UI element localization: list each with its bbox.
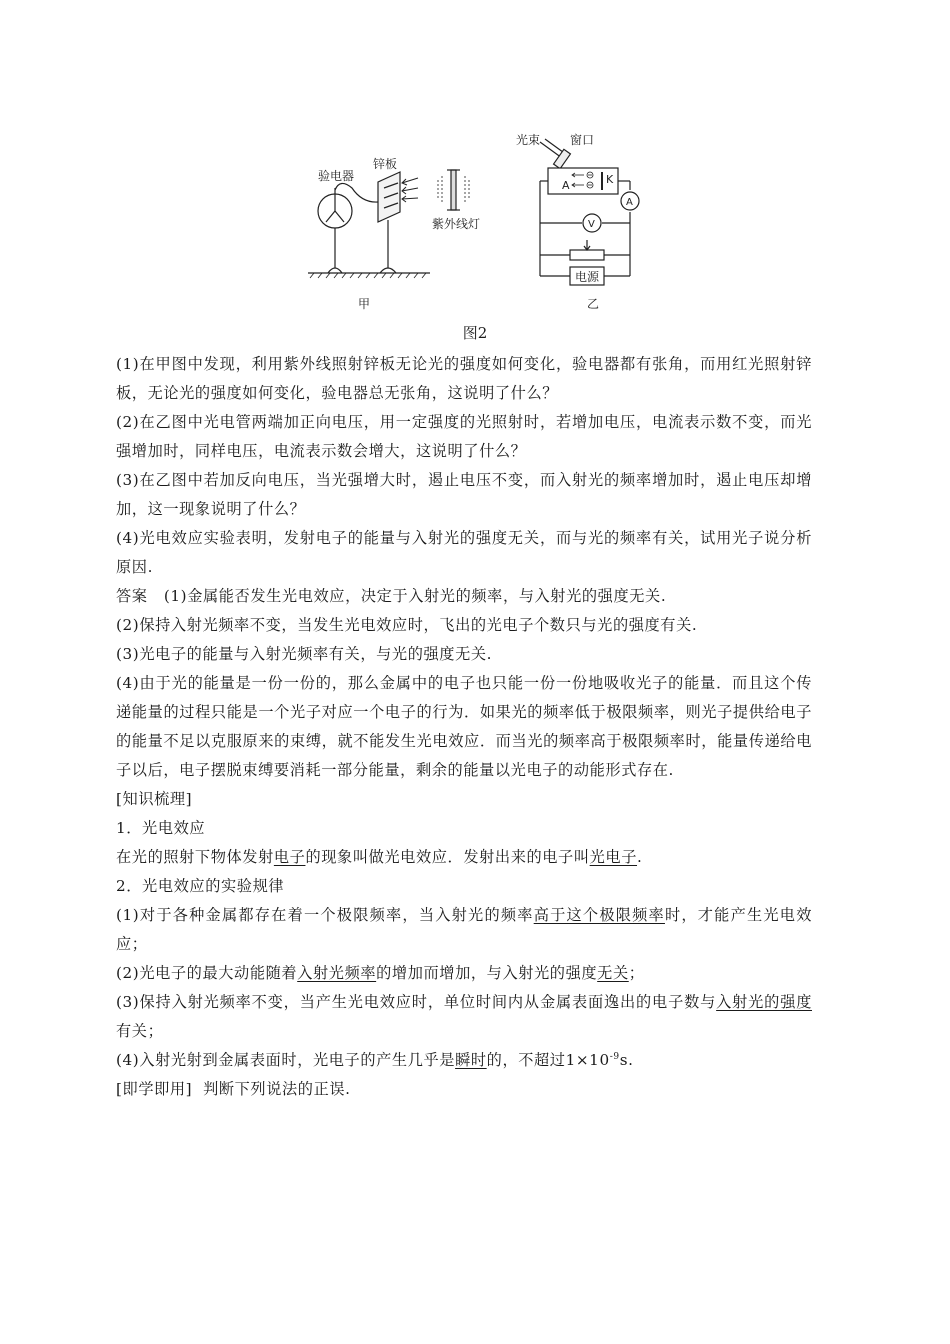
practice-line: [即学即用] 判断下列说法的正误. [116,1080,351,1098]
answer-label: 答案 [116,587,148,605]
question-4: (4)光电效应实验表明，发射电子的能量与入射光的强度无关，而与光的频率有关，试用光子说分析原因. [116,529,812,576]
rule-3: (3)保持入射光频率不变，当产生光电效应时，单位时间内从金属表面逸出的电子数与入射光的强度有关； [116,993,812,1040]
answer-3: (3)光电子的能量与入射光频率有关，与光的强度无关. [116,645,493,663]
figure-right-circuit [540,139,639,285]
label-anode: A [562,179,570,192]
practice-heading: [即学即用] [116,1080,193,1098]
answer-1: 答案 (1)金属能否发生光电效应，决定于入射光的频率，与入射光的强度无关. [116,587,667,605]
underlined-term: 电子 [273,848,306,866]
section-1-title: 1．光电效应 [116,819,206,837]
answer-2: (2)保持入射光频率不变，当发生光电效应时，飞出的光电子个数只与光的强度有关. [116,616,698,634]
sub-label-jia: 甲 [358,297,371,311]
answer-4: (4)由于光的能量是一份一份的，那么金属中的电子也只能一份一份地吸收光子的能量．而且这个传递能量的过程只能是一个光子对应一个电子的行为．如果光的频率低于极限频率，则光子提供给电子的能量不足以克服原来的束缚，就不能发生光电效应．而当光的频率高于极限频率时，能量传递给电子以后，电子摆脱束缚要消耗一部分能量，剩余的能量以光电子的动能形式存在. [116,674,812,779]
underlined-term: 无关 [597,964,629,982]
label-power: 电源 [575,270,600,284]
rule-1: (1)对于各种金属都存在着一个极限频率，当入射光的频率高于这个极限频率时，才能产生光电效应； [116,906,812,953]
label-ammeter: A [626,197,633,208]
label-electroscope: 验电器 [318,169,355,183]
label-beam: 光束 [516,133,541,147]
label-voltmeter: V [588,219,595,230]
label-window: 窗口 [570,133,595,147]
label-cathode: K [606,173,614,186]
underlined-term: 入射光的强度 [716,993,812,1011]
label-zinc-plate: 锌板 [373,157,398,171]
knowledge-heading: [知识梳理] [116,790,193,808]
rule-4: (4)入射光射到金属表面时，光电子的产生几乎是瞬时的，不超过$1\times 10^{-9}s$. [116,1051,634,1069]
underlined-term: 光电子 [589,848,638,866]
question-1: (1)在甲图中发现，利用紫外线照射锌板无论光的强度如何变化，验电器都有张角，而用红光照射锌板，无论光的强度如何变化，验电器总无张角，这说明了什么？ [116,355,812,402]
question-2: (2)在乙图中光电管两端加正向电压，用一定强度的光照射时，若增加电压，电流表示数不变，而光强增加时，同样电压，电流表示数会增大，这说明了什么？ [116,413,812,460]
figure-caption: 图2 [462,324,488,342]
label-uv-lamp: 紫外线灯 [432,217,481,231]
rule-2: (2)光电子的最大动能随着入射光频率的增加而增加，与入射光的强度无关； [116,964,645,982]
sub-label-yi: 乙 [587,297,600,311]
document-body [116,350,812,1104]
question-3: (3)在乙图中若加反向电压，当光强增大时，遏止电压不变，而入射光的频率增加时，遏止电压却增加，这一现象说明了什么？ [116,471,812,518]
section-2-title: 2．光电效应的实验规律 [116,877,285,895]
underlined-term: 高于这个极限频率 [533,906,665,924]
figure-2 [300,128,650,328]
underlined-term: 瞬时 [455,1051,487,1069]
section-1-text: 在光的照射下物体发射电子的现象叫做光电效应．发射出来的电子叫光电子. [116,848,643,866]
underlined-term: 入射光频率 [297,964,377,982]
